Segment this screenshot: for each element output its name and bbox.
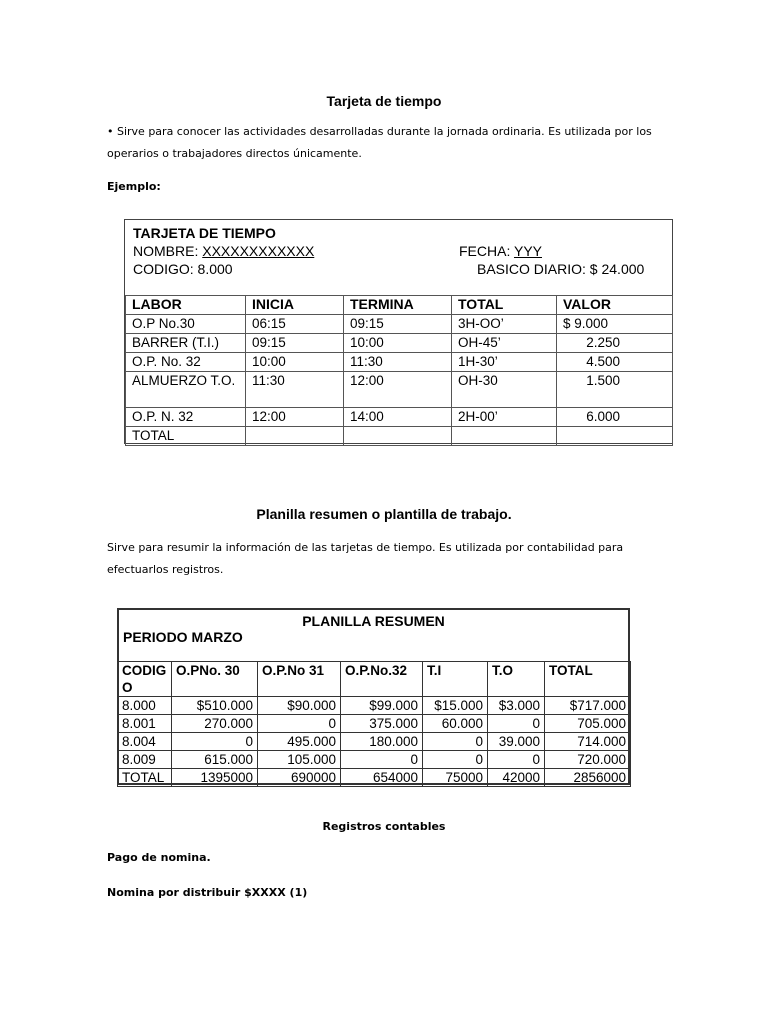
table-row [126, 315, 673, 334]
table-cell: 180.000 [341, 733, 423, 751]
table-cell: 0 [172, 733, 258, 751]
table-cell: 8.009 [118, 751, 172, 769]
table-cell: $99.000 [341, 697, 423, 715]
table-cell: 06:15 [246, 315, 344, 334]
time-card [124, 219, 673, 444]
table-cell: $15.000 [423, 697, 488, 715]
header-cell: INICIA [246, 296, 344, 315]
table-cell: 8.000 [118, 697, 172, 715]
table-cell: 8.001 [118, 715, 172, 733]
header-cell: VALOR [557, 296, 673, 315]
table-cell: 09:15 [246, 334, 344, 353]
table-cell: 615.000 [172, 751, 258, 769]
table-cell: TOTAL [118, 769, 172, 787]
table-cell: 720.000 [545, 751, 631, 769]
header-cell: O.PNo. 30 [172, 662, 258, 697]
card-basico: BASICO DIARIO: $ 24.000 [477, 261, 645, 277]
header-cell: LABOR [126, 296, 246, 315]
table-cell: 0 [488, 715, 545, 733]
nombre-label: NOMBRE: [133, 243, 203, 259]
table-row [118, 697, 631, 715]
table-cell: $3.000 [488, 697, 545, 715]
card-fecha [459, 242, 542, 260]
table-cell: 705.000 [545, 715, 631, 733]
table-cell: 09:15 [344, 315, 452, 334]
table-cell: 6.000 [557, 408, 673, 427]
table-cell: OH-30 [452, 372, 557, 408]
table-cell: 10:00 [344, 334, 452, 353]
table-cell: 714.000 [545, 733, 631, 751]
planilla-periodo: PERIODO MARZO [123, 629, 243, 645]
table-cell: 690000 [258, 769, 341, 787]
table-cell: $ 9.000 [557, 315, 673, 334]
table-cell: 1H-30’ [452, 353, 557, 372]
table-cell: O.P No.30 [126, 315, 246, 334]
table-cell [557, 427, 673, 446]
table-cell: 2856000 [545, 769, 631, 787]
table-row-total [118, 769, 631, 787]
table-cell: 12:00 [246, 408, 344, 427]
card-codigo: CODIGO: 8.000 [133, 261, 233, 277]
table-row [126, 408, 673, 427]
table-cell: O.P. N. 32 [126, 408, 246, 427]
table-cell: 10:00 [246, 353, 344, 372]
table-cell: 2H-00’ [452, 408, 557, 427]
table-row [126, 372, 673, 408]
time-card-table [125, 295, 673, 446]
section-line-1: Sirve para resumir la información de las tarjetas de tiempo. Es utilizada por contabilidad para [107, 541, 624, 554]
table-cell: 654000 [341, 769, 423, 787]
card-nombre [133, 242, 314, 260]
intro-line-2: operarios o trabajadores directos únicamente. [107, 147, 362, 160]
table-row [126, 353, 673, 372]
table-cell: 8.004 [118, 733, 172, 751]
table-cell: 3H-OO’ [452, 315, 557, 334]
table-cell: 60.000 [423, 715, 488, 733]
fecha-value: YYY [513, 243, 542, 259]
intro-paragraph [107, 121, 652, 165]
table-cell: OH-45’ [452, 334, 557, 353]
table-cell: 0 [258, 715, 341, 733]
table-row [118, 715, 631, 733]
table-cell [246, 427, 344, 446]
header-cell: T.O [488, 662, 545, 697]
header-cell: CODIGO [118, 662, 172, 697]
fecha-label: FECHA: [459, 243, 514, 259]
table-cell: 39.000 [488, 733, 545, 751]
table-cell: 42000 [488, 769, 545, 787]
table-header-row [118, 662, 631, 697]
table-row-total [126, 427, 673, 446]
header-cell: TOTAL [452, 296, 557, 315]
section-title: Planilla resumen o plantilla de trabajo. [256, 506, 512, 522]
table-cell: 0 [423, 751, 488, 769]
registros-title: Registros contables [322, 820, 446, 833]
nomina-line: Nomina por distribuir $XXXX (1) [107, 886, 308, 899]
table-cell: BARRER (T.I.) [126, 334, 246, 353]
table-cell: 75000 [423, 769, 488, 787]
table-header-row [126, 296, 673, 315]
planilla-table [117, 661, 631, 787]
header-cell: O.P.No.32 [341, 662, 423, 697]
table-cell: 375.000 [341, 715, 423, 733]
table-cell: 1395000 [172, 769, 258, 787]
section-line-2: efectuarlos registros. [107, 563, 224, 576]
pago-line: Pago de nomina. [107, 851, 211, 864]
table-row [118, 751, 631, 769]
page-title: Tarjeta de tiempo [326, 93, 442, 109]
table-cell: 11:30 [344, 353, 452, 372]
table-cell: 4.500 [557, 353, 673, 372]
table-cell: 0 [423, 733, 488, 751]
nombre-value: XXXXXXXXXXXX [202, 243, 315, 259]
table-cell: $717.000 [545, 697, 631, 715]
header-cell: TERMINA [344, 296, 452, 315]
intro-line-1: • Sirve para conocer las actividades desarrolladas durante la jornada ordinaria. Es utilizada por los [107, 125, 652, 138]
table-cell: 0 [488, 751, 545, 769]
table-cell [452, 427, 557, 446]
header-cell: O.P.No 31 [258, 662, 341, 697]
table-cell: 1.500 [557, 372, 673, 408]
planilla-heading: PLANILLA RESUMEN [302, 613, 445, 629]
card-heading: TARJETA DE TIEMPO [133, 225, 276, 241]
table-row [118, 733, 631, 751]
table-cell [344, 427, 452, 446]
planilla-resumen [117, 608, 630, 785]
table-cell: 270.000 [172, 715, 258, 733]
table-cell: 0 [341, 751, 423, 769]
section-paragraph [107, 537, 623, 581]
header-cell: TOTAL [545, 662, 631, 697]
table-cell: 2.250 [557, 334, 673, 353]
table-row [126, 334, 673, 353]
example-label: Ejemplo: [107, 180, 161, 193]
table-cell: 11:30 [246, 372, 344, 408]
table-cell: $510.000 [172, 697, 258, 715]
table-cell: 12:00 [344, 372, 452, 408]
table-cell: $90.000 [258, 697, 341, 715]
table-cell: TOTAL [126, 427, 246, 446]
table-cell: O.P. No. 32 [126, 353, 246, 372]
table-cell: 105.000 [258, 751, 341, 769]
header-cell: T.I [423, 662, 488, 697]
table-cell: 495.000 [258, 733, 341, 751]
table-cell: 14:00 [344, 408, 452, 427]
table-cell: ALMUERZO T.O. [126, 372, 246, 408]
